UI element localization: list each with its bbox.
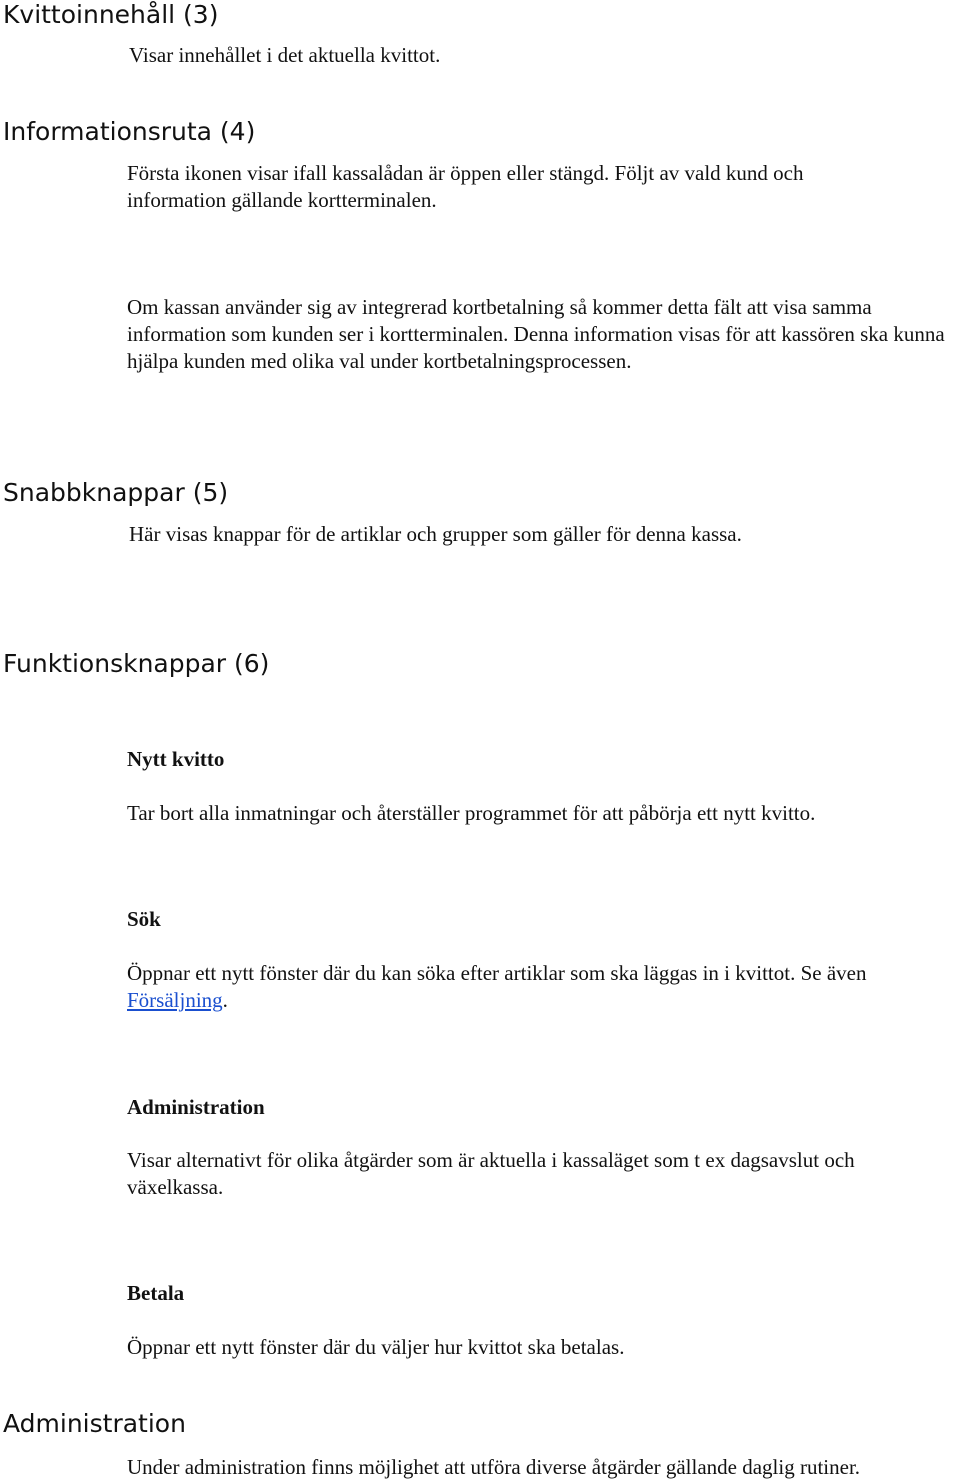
text-sok-before: Öppnar ett nytt fönster där du kan söka efter artiklar som ska läggas in i kvittot. Se även <box>127 961 867 985</box>
text-sok <box>127 960 947 1014</box>
section-text-informationsruta-2: Om kassan använder sig av integrerad kortbetalning så kommer detta fält att visa samma information som kunden ser i kortterminalen. Denna information visas för att kassören ska kunna hjälpa kunden med olika val under kortbetalningsprocessen. <box>127 295 945 373</box>
section-text-snabbknappar: Här visas knappar för de artiklar och grupper som gäller för denna kassa. <box>129 522 742 546</box>
section-heading-administration: Administration <box>3 1409 186 1438</box>
text-betala: Öppnar ett nytt fönster där du väljer hur kvittot ska betalas. <box>127 1335 625 1359</box>
text-administration-function: Visar alternativt för olika åtgärder som är aktuella i kassaläget som t ex dagsavslut och växelkassa. <box>127 1148 855 1199</box>
forsaljning-link[interactable]: Försäljning <box>127 988 223 1012</box>
subheading-sok: Sök <box>127 907 161 931</box>
subheading-administration: Administration <box>127 1095 265 1119</box>
section-text-administration: Under administration finns möjlighet att utföra diverse åtgärder gällande daglig rutiner. <box>127 1455 861 1479</box>
section-text-informationsruta-1: Första ikonen visar ifall kassalådan är öppen eller stängd. Följt av vald kund och information gällande kortterminalen. <box>127 161 804 212</box>
section-heading-snabbknappar: Snabbknappar (5) <box>3 478 229 507</box>
subheading-nytt-kvitto: Nytt kvitto <box>127 747 225 771</box>
section-text-kvittoinnehall: Visar innehållet i det aktuella kvittot. <box>129 43 441 67</box>
section-heading-kvittoinnehall: Kvittoinnehåll (3) <box>3 0 219 29</box>
section-heading-informationsruta: Informationsruta (4) <box>3 117 256 146</box>
text-nytt-kvitto: Tar bort alla inmatningar och återställer programmet för att påbörja ett nytt kvitto. <box>127 801 816 825</box>
text-sok-after: . <box>222 988 228 1012</box>
section-heading-funktionsknappar: Funktionsknappar (6) <box>3 649 270 678</box>
subheading-betala: Betala <box>127 1281 185 1305</box>
